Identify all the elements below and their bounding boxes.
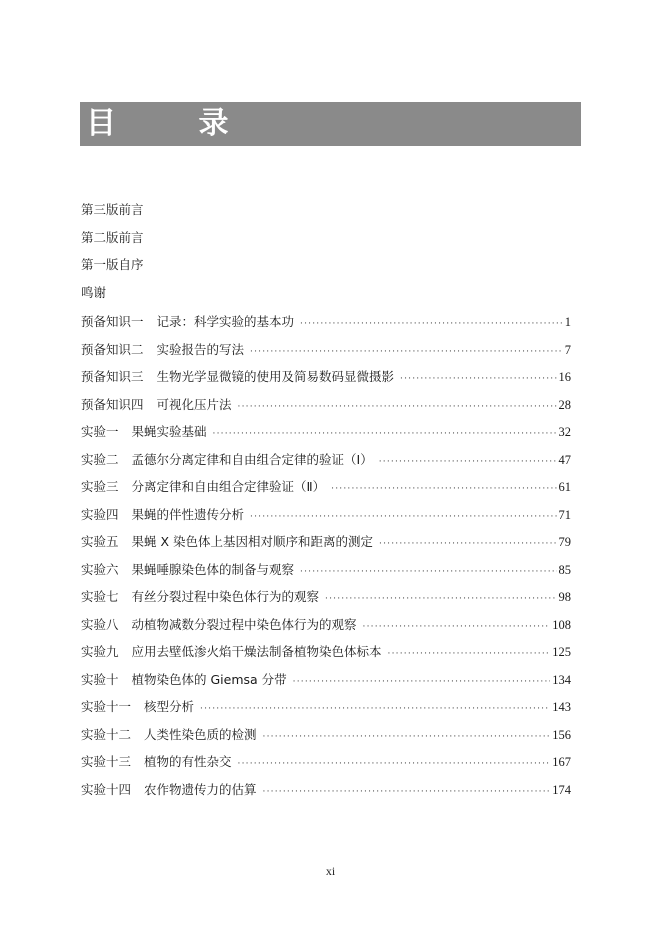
toc-entry-label: 实验二 (81, 451, 119, 467)
toc-leader-dots (379, 449, 557, 477)
toc-entry-label: 实验十二 (81, 726, 132, 742)
toc-entry-page: 174 (552, 782, 571, 797)
toc-entry-label: 实验一 (81, 424, 119, 439)
toc-leader-dots (379, 531, 556, 559)
toc-entry-title: 分离定律和自由组合定律验证（Ⅱ） (131, 479, 326, 494)
toc-entry[interactable] (81, 336, 571, 364)
toc-entry[interactable] (81, 473, 571, 501)
toc-entry[interactable] (81, 666, 571, 694)
toc-entry[interactable] (81, 583, 571, 611)
toc-leader-dots (263, 779, 551, 807)
toc-entry-page: 79 (558, 535, 571, 549)
toc-entry-label: 预备知识二 (81, 341, 144, 357)
toc-entry-page: 71 (558, 507, 571, 522)
toc-entry-label: 实验六 (81, 561, 119, 577)
toc-entry-title: 植物的有性杂交 (144, 754, 232, 769)
toc-entry-title: 有丝分裂过程中染色体行为的观察 (131, 589, 320, 604)
page-title: 目 录 (86, 106, 265, 141)
toc-entry-page: 125 (552, 645, 571, 659)
toc-entry-title: 实验报告的写法 (156, 341, 245, 357)
toc-entry-title: 农作物遗传力的估算 (144, 781, 257, 797)
toc-entry[interactable] (81, 308, 571, 336)
toc-leader-dots (250, 339, 563, 367)
toc-entry-page: 16 (558, 370, 571, 384)
toc-entry-title: 果蝇唾腺染色体的制备与观察 (131, 561, 295, 577)
toc-entry-title: 记录：科学实验的基本功 (156, 314, 295, 329)
toc-entry-page: 32 (558, 425, 571, 439)
toc-leader-dots (300, 311, 563, 339)
toc-entry-page: 156 (552, 727, 571, 742)
front-matter-item[interactable]: 鸣谢 (81, 284, 107, 300)
toc-entry[interactable] (81, 528, 571, 556)
toc-entry-label: 实验七 (81, 589, 119, 604)
toc-entry-label: 预备知识一 (81, 314, 144, 329)
toc-entry-label: 实验八 (81, 616, 119, 632)
toc-entry-page: 143 (552, 700, 571, 714)
toc-entry[interactable] (81, 611, 571, 639)
toc-entry-label: 实验十四 (81, 781, 132, 797)
toc-leader-dots (363, 614, 551, 642)
toc-entry[interactable] (81, 418, 571, 446)
toc-entry[interactable] (81, 446, 571, 474)
toc-entry[interactable] (81, 638, 571, 666)
toc-leader-dots (400, 366, 556, 394)
toc-entry[interactable] (81, 391, 571, 419)
toc-leader-dots (325, 586, 556, 614)
toc-leader-dots (213, 421, 557, 449)
toc-entry[interactable] (81, 363, 571, 391)
toc-entry-page: 7 (564, 342, 571, 357)
toc-entry-page: 61 (558, 480, 571, 494)
toc-leader-dots (250, 504, 556, 532)
toc-entry[interactable] (81, 501, 571, 529)
toc-leader-dots (238, 394, 557, 422)
toc-entry-page: 98 (558, 590, 571, 604)
toc-leader-dots (293, 669, 551, 697)
toc-entry-page: 85 (558, 562, 571, 577)
toc-entry-page: 167 (552, 755, 571, 769)
toc-entry-page: 28 (558, 397, 571, 412)
toc-entry-title: 人类性染色质的检测 (144, 726, 257, 742)
toc-entry[interactable] (81, 776, 571, 804)
contents-title-bar (80, 102, 581, 146)
toc-entry[interactable] (81, 556, 571, 584)
toc-entry[interactable] (81, 693, 571, 721)
front-matter-list (81, 196, 381, 306)
toc-entry-page: 47 (558, 452, 571, 467)
toc-leader-dots (200, 696, 550, 724)
toc-entry-label: 预备知识四 (81, 396, 144, 412)
toc-entry[interactable] (81, 721, 571, 749)
toc-entry-label: 实验十 (81, 671, 119, 687)
toc-entry-label: 实验十一 (81, 699, 132, 714)
toc-entry-page: 1 (564, 315, 571, 329)
toc-entry-title: 植物染色体的 Giemsa 分带 (131, 671, 287, 687)
toc-entry-label: 预备知识三 (81, 369, 144, 384)
toc-entry-label: 实验九 (81, 644, 119, 659)
toc-leader-dots (331, 476, 556, 504)
toc-leader-dots (238, 751, 551, 779)
table-of-contents (81, 308, 571, 803)
toc-entry-label: 实验三 (81, 479, 119, 494)
page-number: xi (325, 864, 336, 878)
front-matter-item[interactable]: 第三版前言 (81, 202, 144, 217)
toc-leader-dots (388, 641, 551, 669)
toc-entry[interactable] (81, 748, 571, 776)
toc-entry-title: 果蝇实验基础 (131, 424, 207, 439)
toc-entry-title: 果蝇 X 染色体上基因相对顺序和距离的测定 (131, 534, 374, 549)
toc-entry-label: 实验五 (81, 534, 119, 549)
toc-entry-title: 孟德尔分离定律和自由组合定律的验证（Ⅰ） (131, 451, 373, 467)
toc-leader-dots (300, 559, 556, 587)
toc-entry-page: 134 (552, 672, 571, 687)
toc-entry-title: 核型分析 (144, 699, 195, 714)
toc-entry-label: 实验四 (81, 506, 119, 522)
toc-entry-title: 动植物减数分裂过程中染色体行为的观察 (131, 616, 357, 632)
toc-entry-title: 生物光学显微镜的使用及简易数码显微摄影 (156, 369, 395, 384)
toc-entry-label: 实验十三 (81, 754, 132, 769)
toc-entry-title: 果蝇的伴性遗传分析 (131, 506, 245, 522)
toc-entry-page: 108 (552, 617, 571, 632)
toc-leader-dots (263, 724, 551, 752)
front-matter-item[interactable]: 第一版自序 (81, 257, 144, 272)
toc-entry-title: 应用去壁低渗火焰干燥法制备植物染色体标本 (131, 644, 382, 659)
toc-entry-title: 可视化压片法 (156, 396, 232, 412)
front-matter-item[interactable]: 第二版前言 (81, 229, 144, 245)
